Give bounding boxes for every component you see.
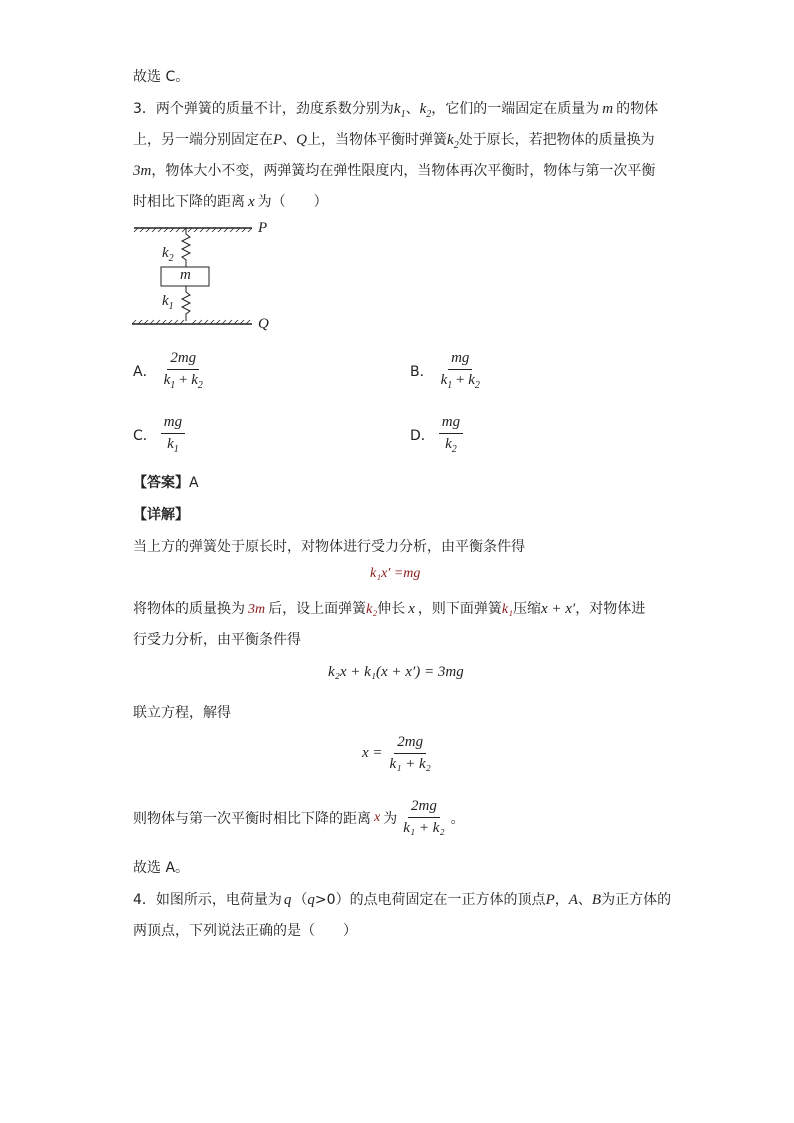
next-question-line-1: 4．如图所示，电荷量为 q （q>0）的点电荷固定在一正方体的顶点P，A、B为正方体的 — [133, 892, 672, 908]
var-x: x — [248, 194, 255, 210]
label-P: P — [258, 220, 268, 236]
separator: 、 — [282, 132, 297, 148]
equation-3: x = $\frac{2mg}{\text{k₁ + k₂}}$ — [362, 734, 431, 773]
question-text: 上，另一端分别固定在 — [133, 132, 273, 148]
question-text: 两个弹簧的质量不计，劲度系数分别为 — [155, 101, 394, 117]
label-m: m — [180, 267, 191, 283]
question-text: 的物体 — [616, 101, 659, 117]
option-c[interactable] — [133, 414, 185, 456]
next-question-line-2: 两顶点，下列说法正确的是（ ） — [133, 923, 357, 939]
question-text: 为（ ） — [257, 194, 328, 210]
solution-line-3: 行受力分析，由平衡条件得 — [133, 632, 301, 648]
solution-line-4: 联立方程，解得 — [133, 705, 231, 721]
question-text: ，物体大小不变，两弹簧均在弹性限度内，当物体再次平衡时，物体与第一次平衡 — [151, 163, 656, 179]
option-d[interactable] — [410, 414, 463, 456]
answer-value: A — [189, 475, 199, 491]
option-letter: A． — [133, 363, 157, 380]
option-a[interactable] — [133, 350, 206, 392]
option-letter: D． — [410, 427, 435, 444]
question-line-1 — [133, 98, 658, 120]
question-text: ，它们的一端固定在质量为 — [431, 101, 600, 117]
option-letter: C． — [133, 427, 157, 444]
question-number: 3． — [133, 101, 156, 117]
label-k1: $k_1$ — [162, 293, 174, 312]
question-line-4 — [133, 191, 328, 211]
option-fraction: $\frac{mg}{k_1}$ — [161, 414, 185, 456]
var-k1: $k_1$ — [393, 101, 406, 120]
solution-line-2: 将物体的质量换为 3m 后，设上面弹簧k₂伸长 x ，则下面弹簧k₁压缩x + x′，对物体进 — [133, 601, 646, 617]
lower-spring — [182, 286, 190, 321]
answer-label: 【答案】 — [133, 475, 189, 491]
label-Q: Q — [258, 316, 269, 332]
solution-line-5: 则物体与第一次平衡时相比下降的距离 x 为 $\frac{2mg}{\text{k₁ + k₂}}$ 。 — [133, 798, 465, 837]
var-k2: $k_2$ — [447, 132, 459, 151]
separator: 、 — [405, 101, 420, 117]
label-k2: $k_2$ — [162, 245, 174, 264]
option-fraction: $\frac{2mg}{k_1 + k_2}$ — [163, 350, 203, 392]
option-fraction: $\frac{mg}{k_2}$ — [439, 414, 463, 456]
var-m: m — [140, 163, 152, 179]
option-fraction: $\frac{mg}{k_1 + k_2}$ — [440, 350, 480, 392]
question-text: 上，当物体平衡时弹簧 — [307, 132, 448, 148]
solution-conclusion: 故选 A。 — [133, 860, 190, 876]
var-k2: $k_2$ — [419, 101, 432, 120]
solution-line-1: 当上方的弹簧处于原长时，对物体进行受力分析，由平衡条件得 — [133, 539, 525, 555]
equation-2: k₂x + k₁(x + x′) = 3mg — [328, 664, 464, 680]
var-m: m — [602, 101, 614, 117]
question-line-3 — [133, 160, 655, 180]
prev-conclusion: 故选 C。 — [133, 69, 190, 85]
detail-label: 【详解】 — [133, 507, 189, 523]
num-3: 3 — [133, 163, 141, 179]
question-text: 时相比下降的距离 — [133, 194, 245, 210]
question-text: 处于原长，若把物体的质量换为 — [458, 132, 655, 148]
var-P: P — [273, 132, 283, 148]
option-b[interactable] — [410, 350, 483, 392]
var-Q: Q — [296, 132, 308, 148]
question-line-2 — [133, 129, 655, 151]
upper-spring — [182, 228, 190, 267]
option-letter: B． — [410, 363, 434, 380]
equation-1: k₁x′ =mg — [370, 566, 421, 581]
answer-line — [133, 472, 199, 492]
